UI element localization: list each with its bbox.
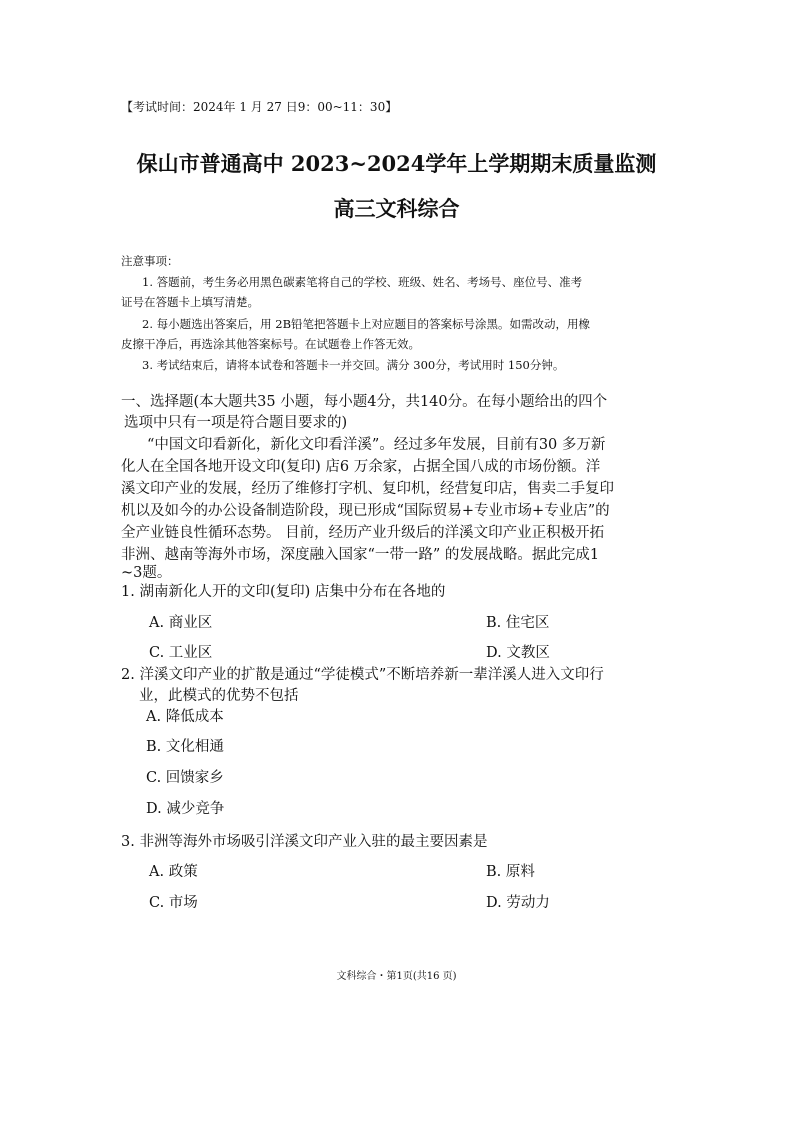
question-3-option-a: A. 政策 — [149, 864, 198, 880]
question-2-stem-line-1: 2. 洋溪文印产业的扩散是通过“学徒模式”不断培养新一辈洋溪人进入文印行 — [121, 667, 604, 683]
section-heading-line-1: 一、选择题(本大题共35 小题，每小题4分，共140分。在每小题给出的四个 — [121, 394, 608, 410]
question-3-stem: 3. 非洲等海外市场吸引洋溪文印产业入驻的最主要因素是 — [121, 834, 488, 850]
exam-subtitle: 高三文科综合 — [333, 196, 460, 221]
question-3-option-d: D. 劳动力 — [486, 895, 550, 911]
passage-line: ~3题。 — [121, 565, 172, 581]
question-1-option-d: D. 文教区 — [486, 645, 550, 661]
question-2-option-b: B. 文化相通 — [146, 739, 224, 755]
question-1-option-a: A. 商业区 — [149, 615, 213, 631]
question-1-option-b: B. 住宅区 — [486, 615, 550, 631]
question-1-stem: 1. 湖南新化人开的文印(复印) 店集中分布在各地的 — [121, 584, 446, 600]
note-item-2-line-2: 皮擦干净后，再选涂其他答案标号。在试题卷上作答无效。 — [121, 337, 420, 351]
question-2-option-a: A. 降低成本 — [146, 709, 224, 725]
note-item-1-line-2: 证号在答题卡上填写清楚。 — [121, 295, 259, 309]
exam-title: 保山市普通高中 2023~2024学年上学期期末质量监测 — [136, 151, 657, 176]
page-footer: 文科综合・第1页(共16 页) — [336, 971, 457, 982]
question-2-option-c: C. 回馈家乡 — [146, 770, 224, 786]
passage-line: 化人在全国各地开设文印(复印) 店6 万余家，占据全国八成的市场份额。洋 — [121, 459, 601, 475]
passage-line: 非洲、越南等海外市场，深度融入国家“一带一路” 的发展战略。据此完成1 — [121, 547, 600, 563]
question-1-option-c: C. 工业区 — [149, 645, 213, 661]
question-2-stem-line-2: 业，此模式的优势不包括 — [139, 688, 299, 704]
notes-heading: 注意事项： — [121, 254, 179, 268]
note-item-2-line-1: 2. 每小题选出答案后，用 2B铅笔把答题卡上对应题目的答案标号涂黑。如需改动，用橡 — [142, 317, 591, 331]
question-2-option-d: D. 减少竞争 — [146, 801, 225, 817]
passage-line: “中国文印看新化，新化文印看洋溪”。经过多年发展，目前有30 多万新 — [147, 437, 606, 453]
question-3-option-b: B. 原料 — [486, 864, 535, 880]
passage-line: 溪文印产业的发展，经历了维修打字机、复印机，经营复印店，售卖二手复印 — [121, 481, 614, 497]
passage-line: 机以及如今的办公设备制造阶段，现已形成“国际贸易+专业市场+专业店”的 — [121, 503, 610, 519]
passage-line: 全产业链良性循环态势。 目前，经历产业升级后的洋溪文印产业正积极开拓 — [121, 525, 605, 541]
exam-time: 【考试时间：2024年 1 月 27 日9：00~11：30】 — [121, 100, 398, 114]
note-item-1-line-1: 1. 答题前，考生务必用黑色碳素笔将自己的学校、班级、姓名、考场号、座位号、准考 — [142, 275, 583, 289]
question-3-option-c: C. 市场 — [149, 895, 198, 911]
note-item-3: 3. 考试结束后，请将本试卷和答题卡一并交回。满分 300分，考试用时 150分钟。 — [142, 358, 565, 372]
section-heading-line-2: 选项中只有一项是符合题目要求的) — [124, 415, 348, 431]
